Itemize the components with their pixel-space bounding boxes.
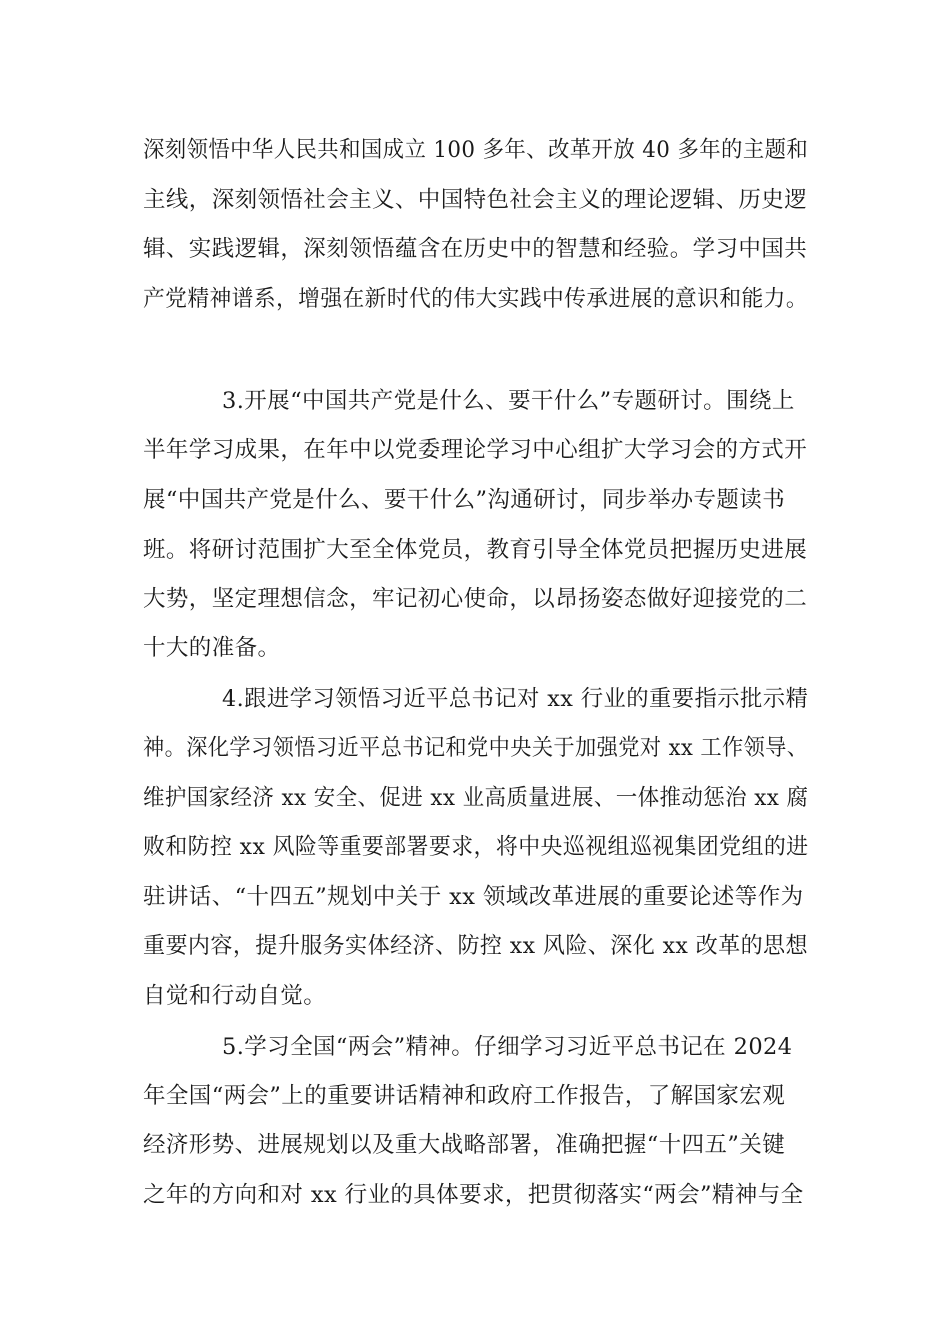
paragraph-item-3-line-2: 半年学习成果，在年中以党委理论学习中心组扩大学习会的方式开 — [143, 437, 808, 463]
paragraph-item-4-line-3: 维护国家经济 xx 安全、促进 xx 业高质量进展、一体推动惩治 xx 腐 — [143, 785, 809, 811]
paragraph-item-4-line-7: 自觉和行动自觉。 — [143, 983, 327, 1009]
paragraph-item-5-line-2: 年全国“两会”上的重要讲话精神和政府工作报告，了解国家宏观 — [143, 1083, 786, 1109]
paragraph-item-5-line-4: 之年的方向和对 xx 行业的具体要求，把贯彻落实“两会”精神与全 — [143, 1182, 804, 1208]
paragraph-item-5-line-3: 经济形势、进展规划以及重大战略部署，准确把握“十四五”关键 — [143, 1132, 786, 1158]
paragraph-intro-line-3: 辑、实践逻辑，深刻领悟蕴含在历史中的智慧和经验。学习中国共 — [143, 236, 808, 262]
paragraph-item-4-line-2: 神。深化学习领悟习近平总书记和党中央关于加强党对 xx 工作领导、 — [143, 735, 809, 761]
paragraph-item-4-line-1: 4.跟进学习领悟习近平总书记对 xx 行业的重要指示批示精 — [222, 686, 809, 712]
paragraph-item-3-line-1: 3.开展“中国共产党是什么、要干什么”专题研讨。围绕上 — [222, 388, 795, 414]
paragraph-item-3-line-4: 班。将研讨范围扩大至全体党员，教育引导全体党员把握历史进展 — [143, 537, 808, 563]
paragraph-item-3-line-3: 展“中国共产党是什么、要干什么”沟通研讨，同步举办专题读书 — [143, 487, 786, 513]
paragraph-item-3-line-5: 大势，坚定理想信念，牢记初心使命，以昂扬姿态做好迎接党的二 — [143, 586, 808, 612]
paragraph-item-3-line-6: 十大的准备。 — [143, 635, 281, 661]
paragraph-item-4-line-5: 驻讲话、“十四五”规划中关于 xx 领域改革进展的重要论述等作为 — [143, 884, 804, 910]
paragraph-intro-line-4: 产党精神谱系，增强在新时代的伟大实践中传承进展的意识和能力。 — [143, 286, 809, 312]
paragraph-intro-line-2: 主线，深刻领悟社会主义、中国特色社会主义的理论逻辑、历史逻 — [143, 187, 808, 213]
paragraph-intro-line-1: 深刻领悟中华人民共和国成立 100 多年、改革开放 40 多年的主题和 — [143, 137, 809, 163]
paragraph-item-4-line-4: 败和防控 xx 风险等重要部署要求，将中央巡视组巡视集团党组的进 — [143, 834, 809, 860]
paragraph-item-4-line-6: 重要内容，提升服务实体经济、防控 xx 风险、深化 xx 改革的思想 — [143, 933, 808, 959]
paragraph-item-5-line-1: 5.学习全国“两会”精神。仔细学习习近平总书记在 2024 — [222, 1034, 793, 1060]
